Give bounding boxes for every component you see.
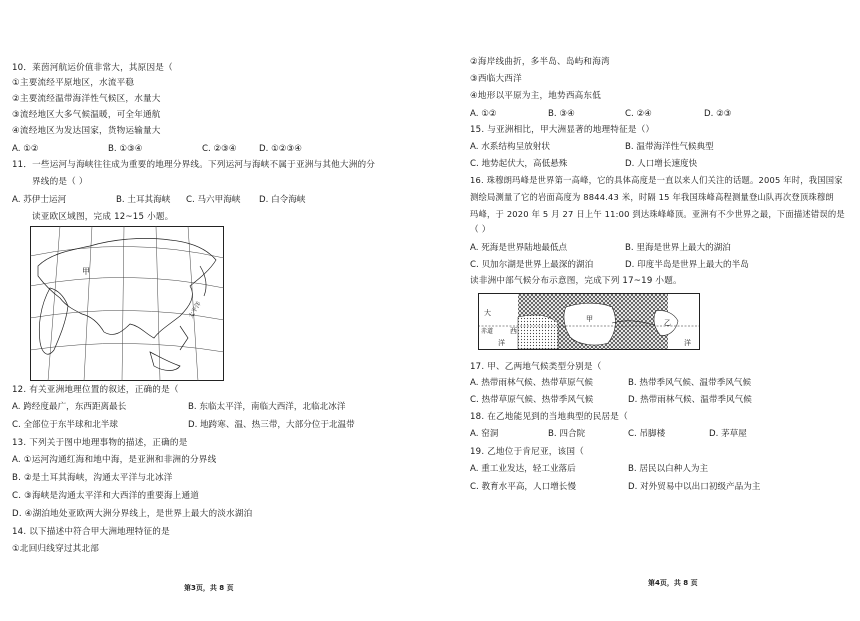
q11-option-d: D. 白令海峡	[259, 195, 306, 205]
africa-climate-map	[478, 293, 700, 350]
eurasia-map	[30, 226, 224, 381]
q11-option-a: A. 苏伊士运河	[12, 195, 67, 205]
q14-option-b: B. ③④	[548, 109, 575, 119]
africa-label-equator: 赤道	[481, 329, 494, 335]
q18-option-c: C. 吊脚楼	[628, 429, 666, 439]
q17-option-d: D. 热带雨林气候、温带季风气候	[628, 395, 752, 405]
q13-stem: 13. 下列关于图中地理事物的描述，正确的是	[12, 438, 188, 448]
q14-option-c: C. ②④	[625, 109, 652, 119]
q12-stem: 12. 有关亚洲地理位置的叙述，正确的是（	[12, 385, 179, 395]
q17-option-a: A. 热带雨林气候、热带草原气候	[470, 378, 593, 388]
q18-option-d: D. 茅草屋	[709, 429, 747, 439]
q12-option-a: A. 跨经度最广，东西距离最长	[12, 402, 127, 412]
q10-option-d: D. ①②③④	[259, 144, 302, 154]
q17-option-c: C. 热带草原气候、热带季风气候	[470, 395, 594, 405]
q10-item-4: ④流经地区为发达国家，货物运输量大	[12, 126, 161, 136]
left-page-footer: 第3页，共 8 页	[184, 584, 234, 592]
q11-option-b: B. 土耳其海峡	[116, 195, 171, 205]
q16-option-b: B. 里海是世界上最大的湖泊	[625, 243, 731, 253]
q15-option-d: D. 人口增长速度快	[625, 159, 698, 169]
q10-option-b: B. ①③④	[108, 144, 143, 154]
q11-option-c: C. 马六甲海峡	[186, 195, 241, 205]
q14-option-d: D. ②③	[704, 109, 732, 119]
africa-map-intro: 读非洲中部气候分布示意图，完成下列 17~19 小题。	[470, 276, 682, 286]
q17-stem: 17. 甲、乙两地气候类型分别是（	[470, 362, 602, 372]
q17-option-b: B. 热带季风气候、温带季风气候	[628, 378, 752, 388]
q16-option-a: A. 死海是世界陆地最低点	[470, 243, 568, 253]
q14-item-4: ④地形以平原为主，地势西高东低	[470, 91, 602, 101]
q11-stem: 11．一些运河与海峡往往成为重要的地理分界线。下列运河与海峡不属于亚洲与其他大洲的分	[12, 160, 376, 170]
africa-label-xi: 西	[510, 328, 517, 335]
q19-option-a: A. 重工业发达，轻工业落后	[470, 464, 576, 474]
map-label-jia: 甲	[82, 267, 90, 276]
q19-option-c: C. 教育水平高，人口增长慢	[470, 482, 576, 492]
q18-option-a: A. 窑洞	[470, 429, 499, 439]
q14-item-1: ①北回归线穿过其北部	[12, 544, 100, 554]
africa-label-yi: 乙	[664, 320, 671, 327]
q18-option-b: B. 四合院	[548, 429, 586, 439]
q15-stem: 15. 与亚洲相比，甲大洲显著的地理特征是（）	[470, 125, 655, 135]
q16-line-1: 16. 珠穆朗玛峰是世界第一高峰，它的具体高度是一直以来人们关注的话题。2005 年时，我国国家	[470, 175, 843, 185]
q16-option-d: D. 印度半岛是世界上最大的半岛	[625, 260, 749, 270]
q19-option-b: B. 居民以白种人为主	[628, 464, 709, 474]
q14-option-a: A. ①②	[470, 109, 497, 119]
africa-label-yang-west: 洋	[498, 340, 505, 347]
q16-line-3: 玛峰，于 2020 年 5 月 27 日上午 11:00 到达珠峰峰顶。亚洲有不少世界之最，下面描述错误的是	[470, 209, 845, 219]
right-page-footer: 第4页，共 8 页	[648, 579, 698, 587]
q10-stem: 10．莱茵河航运价值非常大，其原因是（	[12, 63, 173, 73]
q10-option-c: C. ②③④	[202, 144, 237, 154]
q13-option-c: C. ③海峡是沟通太平洋和大西洋的重要海上通道	[12, 491, 200, 501]
q15-option-c: C. 地势起伏大，高低悬殊	[470, 159, 568, 169]
q14-stem: 14. 以下描述中符合甲大洲地理特征的是	[12, 527, 170, 537]
q10-item-1: ①主要流经平原地区，水流平稳	[12, 78, 135, 88]
q13-option-a: A. ①运河沟通红海和地中海，是亚洲和非洲的分界线	[12, 455, 217, 465]
q16-option-c: C. 贝加尔湖是世界上最深的湖泊	[470, 260, 594, 270]
q13-option-d: D. ④湖泊地处亚欧两大洲分界线上，是世界上最大的淡水湖泊	[12, 509, 253, 519]
q11-stem-2: 界线的是（ ）	[32, 177, 88, 187]
africa-label-yang-east: 洋	[684, 340, 691, 347]
right-page	[430, 0, 860, 621]
q19-option-d: D. 对外贸易中以出口初级产品为主	[628, 482, 761, 492]
q10-item-2: ②主要流经温带海洋性气候区，水量大	[12, 94, 161, 104]
africa-label-jia: 甲	[586, 316, 593, 323]
q10-option-a: A. ①②	[12, 144, 39, 154]
q15-option-b: B. 温带海洋性气候典型	[625, 142, 714, 152]
africa-label-da: 大	[484, 310, 491, 317]
q14-item-2: ②海岸线曲折，多半岛、岛屿和海湾	[470, 57, 610, 67]
map-label-ocean: 太平洋	[188, 301, 203, 320]
q13-option-b: B. ②是土耳其海峡，沟通太平洋与北冰洋	[12, 473, 173, 483]
q12-option-d: D. 地跨寒、温、热三带，大部分位于北温带	[188, 420, 355, 430]
q12-option-b: B. 东临太平洋，南临大西洋，北临北冰洋	[188, 402, 346, 412]
q16-line-4: （ ）	[470, 225, 491, 235]
q10-item-3: ③流经地区大多气候温暖，可全年通航	[12, 110, 161, 120]
map-intro: 读亚欧区域图，完成 12~15 小题。	[32, 212, 174, 222]
q12-option-c: C. 全部位于东半球和北半球	[12, 420, 118, 430]
q16-line-2: 测绘局测量了它的岩面高度为 8844.43 米，时隔 15 年我国珠峰高程测量登山队再次登顶珠穆朗	[470, 192, 834, 202]
q15-option-a: A. 水系结构呈放射状	[470, 142, 550, 152]
q19-stem: 19. 乙地位于肯尼亚，该国（	[470, 447, 584, 457]
q14-item-3: ③西临大西洋	[470, 74, 522, 84]
q18-stem: 18. 在乙地能见到的当地典型的民居是（	[470, 412, 628, 422]
